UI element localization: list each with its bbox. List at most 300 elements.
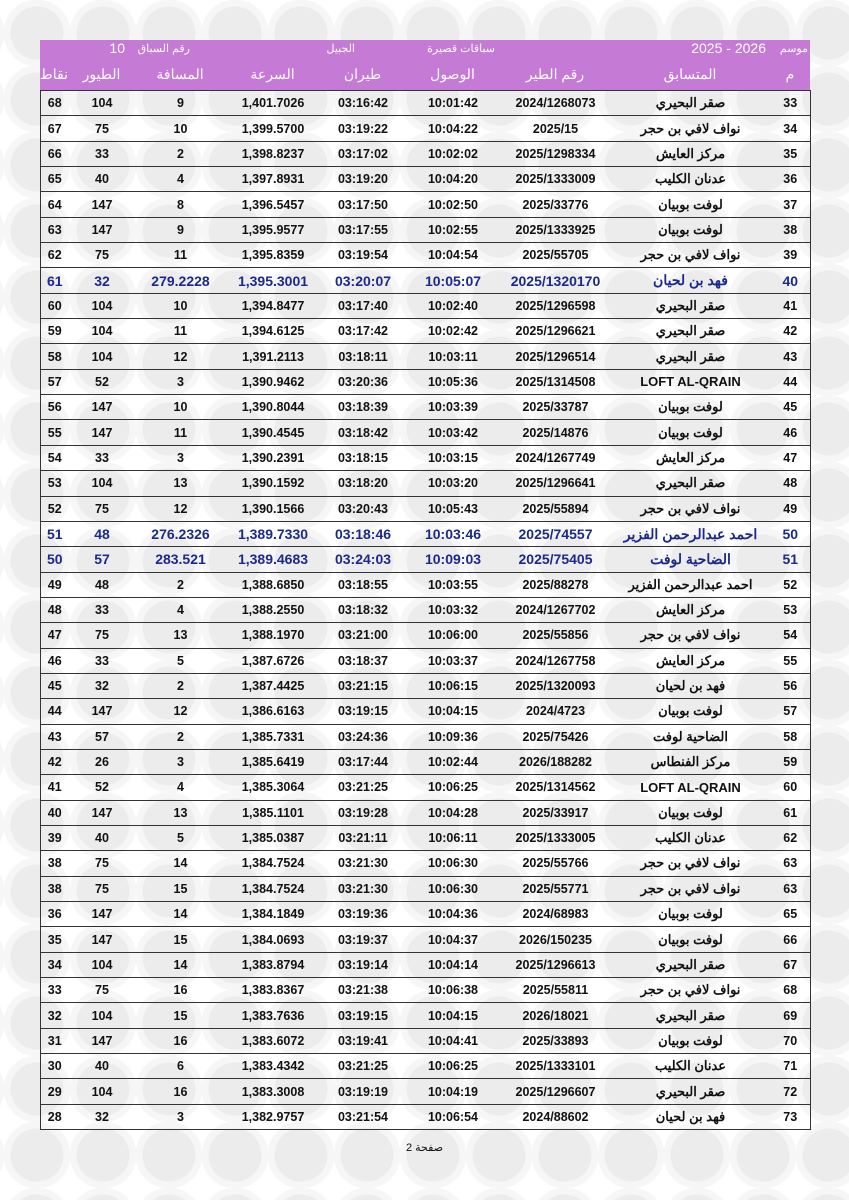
- column-headers: [40, 66, 810, 88]
- ring-cell: 2025/1320170: [501, 268, 611, 293]
- rank-cell: 73: [771, 1104, 811, 1129]
- rank-cell: 65: [771, 902, 811, 927]
- ring-cell: 2024/4723: [501, 699, 611, 724]
- speed-cell: 1,387.6726: [226, 648, 321, 673]
- arrival-cell: 10:09:36: [406, 724, 501, 749]
- distance-cell: 4: [136, 775, 226, 800]
- competitor-cell: صقر البحيري: [611, 1079, 771, 1104]
- table-row: [41, 1028, 811, 1053]
- competitor-cell: نواف لافي بن حجر: [611, 851, 771, 876]
- flight-cell: 03:18:39: [321, 395, 406, 420]
- flight-cell: 03:18:15: [321, 445, 406, 470]
- points-cell: 45: [41, 673, 69, 698]
- rank-cell: 56: [771, 673, 811, 698]
- birds-cell: 147: [69, 1028, 136, 1053]
- competitor-cell: نواف لافي بن حجر: [611, 876, 771, 901]
- birds-cell: 147: [69, 699, 136, 724]
- flight-cell: 03:19:19: [321, 1079, 406, 1104]
- birds-cell: 48: [69, 572, 136, 597]
- speed-cell: 1,384.0693: [226, 927, 321, 952]
- ring-cell: 2025/55771: [501, 876, 611, 901]
- ring-cell: 2025/1296621: [501, 319, 611, 344]
- table-row: [41, 369, 811, 394]
- arrival-cell: 10:06:30: [406, 851, 501, 876]
- flight-cell: 03:19:41: [321, 1028, 406, 1053]
- distance-cell: 14: [136, 952, 226, 977]
- location: الجبيل: [326, 43, 355, 55]
- flight-cell: 03:19:28: [321, 800, 406, 825]
- ring-cell: 2025/74557: [501, 521, 611, 546]
- rank-cell: 60: [771, 775, 811, 800]
- ring-cell: 2025/1314508: [501, 369, 611, 394]
- rank-cell: 58: [771, 724, 811, 749]
- flight-cell: 03:19:22: [321, 116, 406, 141]
- flight-cell: 03:17:44: [321, 749, 406, 774]
- flight-cell: 03:16:42: [321, 91, 406, 116]
- speed-cell: 1,390.2391: [226, 445, 321, 470]
- table-row: [41, 116, 811, 141]
- flight-cell: 03:17:40: [321, 293, 406, 318]
- ring-cell: 2025/55766: [501, 851, 611, 876]
- arrival-cell: 10:02:40: [406, 293, 501, 318]
- points-cell: 68: [41, 91, 69, 116]
- distance-cell: 279.2228: [136, 268, 226, 293]
- birds-cell: 32: [69, 673, 136, 698]
- arrival-cell: 10:06:54: [406, 1104, 501, 1129]
- rank-cell: 51: [771, 547, 811, 572]
- ring-cell: 2025/55811: [501, 978, 611, 1003]
- speed-cell: 1,385.0387: [226, 825, 321, 850]
- flight-cell: 03:18:42: [321, 420, 406, 445]
- competitor-cell: فهد بن لحيان: [611, 1104, 771, 1129]
- flight-cell: 03:24:36: [321, 724, 406, 749]
- rank-cell: 41: [771, 293, 811, 318]
- speed-cell: 1,390.4545: [226, 420, 321, 445]
- points-cell: 46: [41, 648, 69, 673]
- table-row: [41, 927, 811, 952]
- table-row: [41, 597, 811, 622]
- results-table: [40, 90, 811, 1130]
- ring-cell: 2025/1296598: [501, 293, 611, 318]
- arrival-cell: 10:06:25: [406, 1054, 501, 1079]
- speed-cell: 1,389.7330: [226, 521, 321, 546]
- birds-cell: 104: [69, 319, 136, 344]
- speed-cell: 1,388.2550: [226, 597, 321, 622]
- distance-cell: 3: [136, 749, 226, 774]
- points-cell: 56: [41, 395, 69, 420]
- flight-cell: 03:19:37: [321, 927, 406, 952]
- arrival-cell: 10:03:11: [406, 344, 501, 369]
- flight-cell: 03:20:36: [321, 369, 406, 394]
- table-row: [41, 268, 811, 293]
- flight-cell: 03:19:14: [321, 952, 406, 977]
- ring-cell: 2025/88278: [501, 572, 611, 597]
- distance-cell: 13: [136, 623, 226, 648]
- ring-cell: 2024/1267702: [501, 597, 611, 622]
- distance-cell: 16: [136, 1079, 226, 1104]
- arrival-cell: 10:03:37: [406, 648, 501, 673]
- distance-cell: 13: [136, 800, 226, 825]
- ring-cell: 2025/33917: [501, 800, 611, 825]
- points-cell: 53: [41, 471, 69, 496]
- competitor-cell: لوفت بوبيان: [611, 800, 771, 825]
- ring-cell: 2025/33776: [501, 192, 611, 217]
- speed-cell: 1,388.6850: [226, 572, 321, 597]
- flight-cell: 03:21:30: [321, 851, 406, 876]
- table-row: [41, 521, 811, 546]
- table-row: [41, 1079, 811, 1104]
- distance-cell: 10: [136, 116, 226, 141]
- ring-cell: 2025/1296641: [501, 471, 611, 496]
- arrival-cell: 10:05:07: [406, 268, 501, 293]
- ring-cell: 2025/1296607: [501, 1079, 611, 1104]
- birds-cell: 33: [69, 141, 136, 166]
- speed-cell: 1,390.9462: [226, 369, 321, 394]
- arrival-cell: 10:06:11: [406, 825, 501, 850]
- rank-cell: 69: [771, 1003, 811, 1028]
- rank-cell: 71: [771, 1054, 811, 1079]
- speed-cell: 1,383.4342: [226, 1054, 321, 1079]
- table-row: [41, 1104, 811, 1129]
- points-cell: 28: [41, 1104, 69, 1129]
- arrival-cell: 10:04:15: [406, 699, 501, 724]
- distance-cell: 9: [136, 217, 226, 242]
- distance-cell: 14: [136, 902, 226, 927]
- distance-cell: 12: [136, 496, 226, 521]
- birds-cell: 33: [69, 648, 136, 673]
- distance-cell: 11: [136, 243, 226, 268]
- table-row: [41, 724, 811, 749]
- competitor-cell: مركز العايش: [611, 141, 771, 166]
- competitor-cell: صقر البحيري: [611, 344, 771, 369]
- table-row: [41, 344, 811, 369]
- ring-cell: 2026/18021: [501, 1003, 611, 1028]
- competitor-cell: احمد عبدالرحمن الفزير: [611, 521, 771, 546]
- arrival-cell: 10:04:54: [406, 243, 501, 268]
- ring-cell: 2024/1267758: [501, 648, 611, 673]
- competitor-cell: لوفت بوبيان: [611, 1028, 771, 1053]
- points-cell: 51: [41, 521, 69, 546]
- flight-cell: 03:17:02: [321, 141, 406, 166]
- competitor-cell: مركز العايش: [611, 597, 771, 622]
- speed-cell: 1,386.6163: [226, 699, 321, 724]
- birds-cell: 75: [69, 116, 136, 141]
- arrival-cell: 10:02:55: [406, 217, 501, 242]
- birds-cell: 147: [69, 192, 136, 217]
- table-row: [41, 293, 811, 318]
- flight-cell: 03:18:55: [321, 572, 406, 597]
- distance-cell: 8: [136, 192, 226, 217]
- points-cell: 36: [41, 902, 69, 927]
- arrival-cell: 10:04:36: [406, 902, 501, 927]
- col-rank-header: م: [785, 66, 795, 82]
- points-cell: 38: [41, 876, 69, 901]
- arrival-cell: 10:04:28: [406, 800, 501, 825]
- birds-cell: 104: [69, 1079, 136, 1104]
- arrival-cell: 10:09:03: [406, 547, 501, 572]
- arrival-cell: 10:04:19: [406, 1079, 501, 1104]
- table-row: [41, 141, 811, 166]
- birds-cell: 147: [69, 217, 136, 242]
- table-row: [41, 902, 811, 927]
- points-cell: 49: [41, 572, 69, 597]
- distance-cell: 12: [136, 344, 226, 369]
- ring-cell: 2025/15: [501, 116, 611, 141]
- distance-cell: 283.521: [136, 547, 226, 572]
- rank-cell: 39: [771, 243, 811, 268]
- birds-cell: 48: [69, 521, 136, 546]
- birds-cell: 40: [69, 167, 136, 192]
- points-cell: 64: [41, 192, 69, 217]
- flight-cell: 03:19:15: [321, 699, 406, 724]
- table-row: [41, 699, 811, 724]
- points-cell: 38: [41, 851, 69, 876]
- distance-cell: 6: [136, 1054, 226, 1079]
- ring-cell: 2025/1314562: [501, 775, 611, 800]
- col-arrival-header: الوصول: [430, 66, 475, 82]
- flight-cell: 03:21:11: [321, 825, 406, 850]
- points-cell: 66: [41, 141, 69, 166]
- speed-cell: 1,385.3064: [226, 775, 321, 800]
- speed-cell: 1,384.7524: [226, 876, 321, 901]
- race-no: 10: [109, 40, 125, 56]
- table-row: [41, 673, 811, 698]
- arrival-cell: 10:02:02: [406, 141, 501, 166]
- points-cell: 42: [41, 749, 69, 774]
- flight-cell: 03:21:25: [321, 1054, 406, 1079]
- birds-cell: 75: [69, 978, 136, 1003]
- competitor-cell: لوفت بوبيان: [611, 902, 771, 927]
- table-row: [41, 1003, 811, 1028]
- competitor-cell: فهد بن لحيان: [611, 673, 771, 698]
- distance-cell: 276.2326: [136, 521, 226, 546]
- ring-cell: 2025/55856: [501, 623, 611, 648]
- points-cell: 44: [41, 699, 69, 724]
- speed-cell: 1,387.4425: [226, 673, 321, 698]
- competitor-cell: صقر البحيري: [611, 952, 771, 977]
- flight-cell: 03:18:46: [321, 521, 406, 546]
- table-row: [41, 623, 811, 648]
- birds-cell: 26: [69, 749, 136, 774]
- arrival-cell: 10:04:15: [406, 1003, 501, 1028]
- competitor-cell: عدنان الكليب: [611, 825, 771, 850]
- speed-cell: 1,384.1849: [226, 902, 321, 927]
- distance-cell: 15: [136, 1003, 226, 1028]
- rank-cell: 63: [771, 876, 811, 901]
- ring-cell: 2025/14876: [501, 420, 611, 445]
- points-cell: 65: [41, 167, 69, 192]
- rank-cell: 49: [771, 496, 811, 521]
- points-cell: 58: [41, 344, 69, 369]
- birds-cell: 104: [69, 344, 136, 369]
- speed-cell: 1,394.6125: [226, 319, 321, 344]
- points-cell: 30: [41, 1054, 69, 1079]
- points-cell: 47: [41, 623, 69, 648]
- ring-cell: 2026/188282: [501, 749, 611, 774]
- distance-cell: 11: [136, 319, 226, 344]
- arrival-cell: 10:02:42: [406, 319, 501, 344]
- season-label: موسم: [779, 43, 808, 55]
- rank-cell: 57: [771, 699, 811, 724]
- birds-cell: 104: [69, 91, 136, 116]
- birds-cell: 33: [69, 597, 136, 622]
- speed-cell: 1,384.7524: [226, 851, 321, 876]
- ring-cell: 2025/1333009: [501, 167, 611, 192]
- flight-cell: 03:21:54: [321, 1104, 406, 1129]
- col-speed-header: السرعة: [250, 66, 295, 82]
- arrival-cell: 10:06:25: [406, 775, 501, 800]
- arrival-cell: 10:05:36: [406, 369, 501, 394]
- speed-cell: 1,383.8794: [226, 952, 321, 977]
- flight-cell: 03:18:20: [321, 471, 406, 496]
- flight-cell: 03:17:55: [321, 217, 406, 242]
- points-cell: 43: [41, 724, 69, 749]
- ring-cell: 2024/1267749: [501, 445, 611, 470]
- distance-cell: 11: [136, 420, 226, 445]
- birds-cell: 147: [69, 902, 136, 927]
- table-row: [41, 876, 811, 901]
- flight-cell: 03:19:20: [321, 167, 406, 192]
- rank-cell: 54: [771, 623, 811, 648]
- arrival-cell: 10:03:15: [406, 445, 501, 470]
- competitor-cell: احمد عبدالرحمن الفزير: [611, 572, 771, 597]
- competitor-cell: نواف لافي بن حجر: [611, 116, 771, 141]
- ring-cell: 2024/68983: [501, 902, 611, 927]
- table-row: [41, 192, 811, 217]
- ring-cell: 2025/55705: [501, 243, 611, 268]
- competitor-cell: عدنان الكليب: [611, 1054, 771, 1079]
- birds-cell: 147: [69, 395, 136, 420]
- distance-cell: 3: [136, 1104, 226, 1129]
- arrival-cell: 10:06:00: [406, 623, 501, 648]
- birds-cell: 75: [69, 851, 136, 876]
- distance-cell: 10: [136, 293, 226, 318]
- arrival-cell: 10:03:39: [406, 395, 501, 420]
- table-row: [41, 217, 811, 242]
- points-cell: 41: [41, 775, 69, 800]
- points-cell: 60: [41, 293, 69, 318]
- table-row: [41, 749, 811, 774]
- speed-cell: 1,382.9757: [226, 1104, 321, 1129]
- distance-cell: 9: [136, 91, 226, 116]
- birds-cell: 104: [69, 1003, 136, 1028]
- competitor-cell: لوفت بوبيان: [611, 217, 771, 242]
- ring-cell: 2025/1333101: [501, 1054, 611, 1079]
- page-number: صفحة 2: [405, 1142, 444, 1154]
- table-row: [41, 800, 811, 825]
- points-cell: 67: [41, 116, 69, 141]
- birds-cell: 104: [69, 471, 136, 496]
- speed-cell: 1,401.7026: [226, 91, 321, 116]
- speed-cell: 1,385.1101: [226, 800, 321, 825]
- distance-cell: 2: [136, 724, 226, 749]
- competitor-cell: الضاحية لوفت: [611, 547, 771, 572]
- flight-cell: 03:21:15: [321, 673, 406, 698]
- points-cell: 55: [41, 420, 69, 445]
- speed-cell: 1,397.8931: [226, 167, 321, 192]
- rank-cell: 37: [771, 192, 811, 217]
- flight-cell: 03:19:54: [321, 243, 406, 268]
- speed-cell: 1,395.3001: [226, 268, 321, 293]
- speed-cell: 1,390.1592: [226, 471, 321, 496]
- rank-cell: 66: [771, 927, 811, 952]
- speed-cell: 1,395.8359: [226, 243, 321, 268]
- arrival-cell: 10:04:22: [406, 116, 501, 141]
- rank-cell: 44: [771, 369, 811, 394]
- table-row: [41, 395, 811, 420]
- rank-cell: 59: [771, 749, 811, 774]
- distance-cell: 2: [136, 572, 226, 597]
- points-cell: 34: [41, 952, 69, 977]
- flight-cell: 03:21:30: [321, 876, 406, 901]
- distance-cell: 16: [136, 978, 226, 1003]
- distance-cell: 2: [136, 141, 226, 166]
- points-cell: 61: [41, 268, 69, 293]
- flight-cell: 03:18:37: [321, 648, 406, 673]
- competitor-cell: نواف لافي بن حجر: [611, 623, 771, 648]
- competitor-cell: مركز العايش: [611, 445, 771, 470]
- birds-cell: 57: [69, 547, 136, 572]
- points-cell: 33: [41, 978, 69, 1003]
- competitor-cell: لوفت بوبيان: [611, 395, 771, 420]
- points-cell: 50: [41, 547, 69, 572]
- table-row: [41, 978, 811, 1003]
- distance-cell: 2: [136, 673, 226, 698]
- birds-cell: 147: [69, 420, 136, 445]
- table-row: [41, 572, 811, 597]
- speed-cell: 1,383.8367: [226, 978, 321, 1003]
- arrival-cell: 10:03:46: [406, 521, 501, 546]
- table-row: [41, 648, 811, 673]
- rank-cell: 47: [771, 445, 811, 470]
- rank-cell: 36: [771, 167, 811, 192]
- table-row: [41, 319, 811, 344]
- col-flight-header: طيران: [343, 66, 382, 82]
- arrival-cell: 10:03:55: [406, 572, 501, 597]
- points-cell: 39: [41, 825, 69, 850]
- birds-cell: 75: [69, 496, 136, 521]
- birds-cell: 52: [69, 369, 136, 394]
- distance-cell: 10: [136, 395, 226, 420]
- distance-cell: 12: [136, 699, 226, 724]
- birds-cell: 104: [69, 952, 136, 977]
- distance-cell: 14: [136, 851, 226, 876]
- table-row: [41, 547, 811, 572]
- competitor-cell: لوفت بوبيان: [611, 420, 771, 445]
- competitor-cell: فهد بن لحيان: [611, 268, 771, 293]
- flight-cell: 03:21:38: [321, 978, 406, 1003]
- competitor-cell: الضاحية لوفت: [611, 724, 771, 749]
- ring-cell: 2025/33893: [501, 1028, 611, 1053]
- col-points-header: نقاط: [39, 66, 68, 82]
- points-cell: 63: [41, 217, 69, 242]
- flight-cell: 03:20:43: [321, 496, 406, 521]
- flight-cell: 03:18:11: [321, 344, 406, 369]
- rank-cell: 68: [771, 978, 811, 1003]
- col-competitor-header: المتسابق: [663, 66, 717, 82]
- rank-cell: 53: [771, 597, 811, 622]
- birds-cell: 52: [69, 775, 136, 800]
- rank-cell: 46: [771, 420, 811, 445]
- rank-cell: 63: [771, 851, 811, 876]
- birds-cell: 33: [69, 445, 136, 470]
- rank-cell: 72: [771, 1079, 811, 1104]
- arrival-cell: 10:06:15: [406, 673, 501, 698]
- speed-cell: 1,394.8477: [226, 293, 321, 318]
- distance-cell: 4: [136, 597, 226, 622]
- points-cell: 52: [41, 496, 69, 521]
- speed-cell: 1,398.8237: [226, 141, 321, 166]
